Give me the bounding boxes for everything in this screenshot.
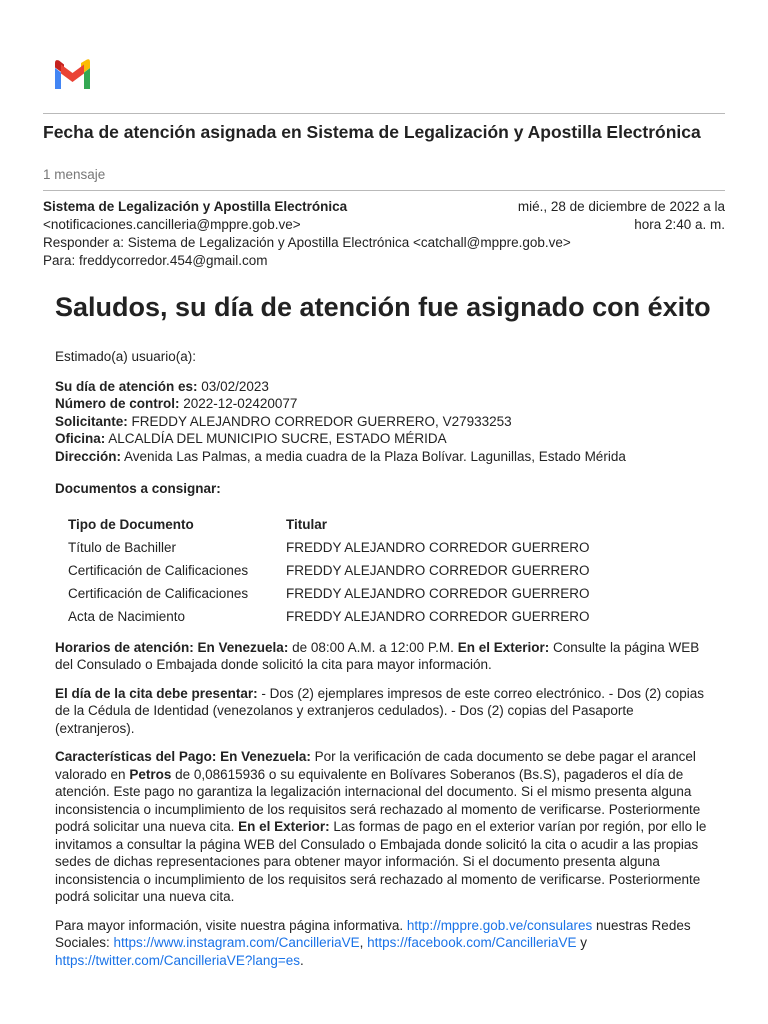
body-heading: Saludos, su día de atención fue asignado con éxito <box>55 292 711 322</box>
detail-label: Número de control: <box>55 396 180 411</box>
payment-paragraph <box>55 748 715 906</box>
detail-value: ALCALDÍA DEL MUNICIPIO SUCRE, ESTADO MÉRIDA <box>105 431 447 446</box>
table-row <box>59 536 599 559</box>
payment-text-1: Por la verificación de cada documento se debe pagar el arancel valorado en <box>55 749 696 782</box>
requirements-text: - Dos (2) ejemplares impresos de este correo electrónico. - Dos (2) copias de la Cédula de Identidad (venezolanos y extranjeros cedulados). - Dos (2) copias del Pasaporte (extranjeros). <box>55 685 704 736</box>
table-row <box>59 559 599 582</box>
detail-value: 2022-12-02420077 <box>179 396 298 411</box>
document-holder: FREDDY ALEJANDRO CORREDOR GUERRERO <box>286 585 590 601</box>
recipient: Para: freddycorredor.454@gmail.com <box>43 253 268 268</box>
email-date <box>495 198 725 234</box>
greeting: Estimado(a) usuario(a): <box>55 349 197 364</box>
gmail-logo-icon <box>52 58 93 90</box>
abroad-label: En el Exterior: <box>457 639 550 655</box>
detail-label: Su día de atención es: <box>55 378 198 394</box>
info-text-4: . <box>300 952 304 968</box>
date-line-1: mié., 28 de diciembre de 2022 a la <box>517 199 725 214</box>
table-row <box>59 582 599 605</box>
document-holder: FREDDY ALEJANDRO CORREDOR GUERRERO <box>286 539 590 555</box>
detail-row-control <box>55 395 715 413</box>
info-text-1: Para mayor información, visite nuestra página informativa. <box>55 917 407 933</box>
payment-text-3: Las formas de pago en el exterior varían por región, por ello le invitamos a consultar la página WEB del Consulado o Embajada donde solicitó la cita o acudir a las propias sedes de dichas representaciones para obtener mayor información. Si el documento presenta alguna inconsistencia o incumplimiento de los requisitos será rechazado al momento de verificarse. Posteriormente podrá solicitar una nueva cita. <box>55 819 707 904</box>
table-header-row <box>59 513 599 536</box>
detail-row-applicant <box>55 413 715 431</box>
payment-abroad-label: En el Exterior: <box>238 819 330 834</box>
schedule-text: de 08:00 A.M. a 12:00 P.M. <box>288 639 458 655</box>
appointment-details <box>55 378 715 466</box>
schedule-paragraph <box>55 639 715 674</box>
detail-value: FREDDY ALEJANDRO CORREDOR GUERRERO, V27933253 <box>127 413 512 429</box>
top-divider <box>43 113 725 114</box>
document-type: Certificación de Calificaciones <box>68 585 249 601</box>
header-divider <box>43 190 725 191</box>
detail-row-date <box>55 378 715 396</box>
consulares-link[interactable]: http://mppre.gob.ve/consulares <box>406 917 593 933</box>
sender-name: Sistema de Legalización y Apostilla Electrónica <box>43 199 348 214</box>
payment-text-2: de 0,08615936 o su equivalente en Bolívares Soberanos (Bs.S), pagaderos el día de atención. Este pago no garantiza la legalización internacional del documento. Si el mismo presenta alguna inconsistencia o incumplimiento de los requisitos será rechazado al momento de verificarse. Posteriormente podrá solicitar una nueva cita. <box>55 766 701 834</box>
column-header-type: Tipo de Documento <box>68 516 194 532</box>
twitter-link[interactable]: https://twitter.com/CancilleriaVE?lang=es <box>55 952 300 968</box>
abroad-text: Consulte la página WEB del Consulado o Embajada donde solicitó la cita para mayor información. <box>55 639 700 672</box>
info-separator: , <box>359 935 368 950</box>
info-text-3: y <box>576 935 588 950</box>
payment-label: Características del Pago: En Venezuela: <box>55 749 311 764</box>
email-body <box>55 290 715 969</box>
info-text-2: nuestras Redes Sociales: <box>55 917 691 950</box>
email-subject: Fecha de atención asignada en Sistema de Legalización y Apostilla Electrónica <box>43 122 701 142</box>
schedule-label: Horarios de atención: En Venezuela: <box>55 639 289 655</box>
email-header <box>43 198 571 270</box>
table-row <box>59 605 599 628</box>
detail-row-office <box>55 430 715 448</box>
detail-label: Oficina: <box>55 431 106 446</box>
detail-value: Avenida Las Palmas, a media cuadra de la Plaza Bolívar. Lagunillas, Estado Mérida <box>121 448 626 464</box>
detail-value: 03/02/2023 <box>197 378 269 394</box>
instagram-link[interactable]: https://www.instagram.com/CancilleriaVE <box>113 935 360 950</box>
date-line-2: hora 2:40 a. m. <box>634 217 725 232</box>
detail-label: Solicitante: <box>55 413 128 429</box>
documents-title: Documentos a consignar: <box>55 481 221 496</box>
document-type: Acta de Nacimiento <box>68 608 186 624</box>
reply-to: Responder a: Sistema de Legalización y Apostilla Electrónica <catchall@mppre.gob.ve> <box>43 235 571 250</box>
detail-label: Dirección: <box>55 448 122 464</box>
facebook-link[interactable]: https://facebook.com/CancilleriaVE <box>367 935 577 950</box>
petros-label: Petros <box>129 766 172 782</box>
requirements-label: El día de la cita debe presentar: <box>55 685 258 701</box>
documents-table <box>59 513 599 628</box>
message-count: 1 mensaje <box>43 167 106 182</box>
info-paragraph <box>55 917 715 970</box>
document-holder: FREDDY ALEJANDRO CORREDOR GUERRERO <box>286 608 590 624</box>
document-holder: FREDDY ALEJANDRO CORREDOR GUERRERO <box>286 562 590 578</box>
sender-email: <notificaciones.cancilleria@mppre.gob.ve> <box>43 217 301 232</box>
requirements-paragraph <box>55 685 715 738</box>
document-type: Certificación de Calificaciones <box>68 562 249 578</box>
document-type: Título de Bachiller <box>68 539 177 555</box>
detail-row-address <box>55 448 715 466</box>
column-header-holder: Titular <box>286 516 328 532</box>
